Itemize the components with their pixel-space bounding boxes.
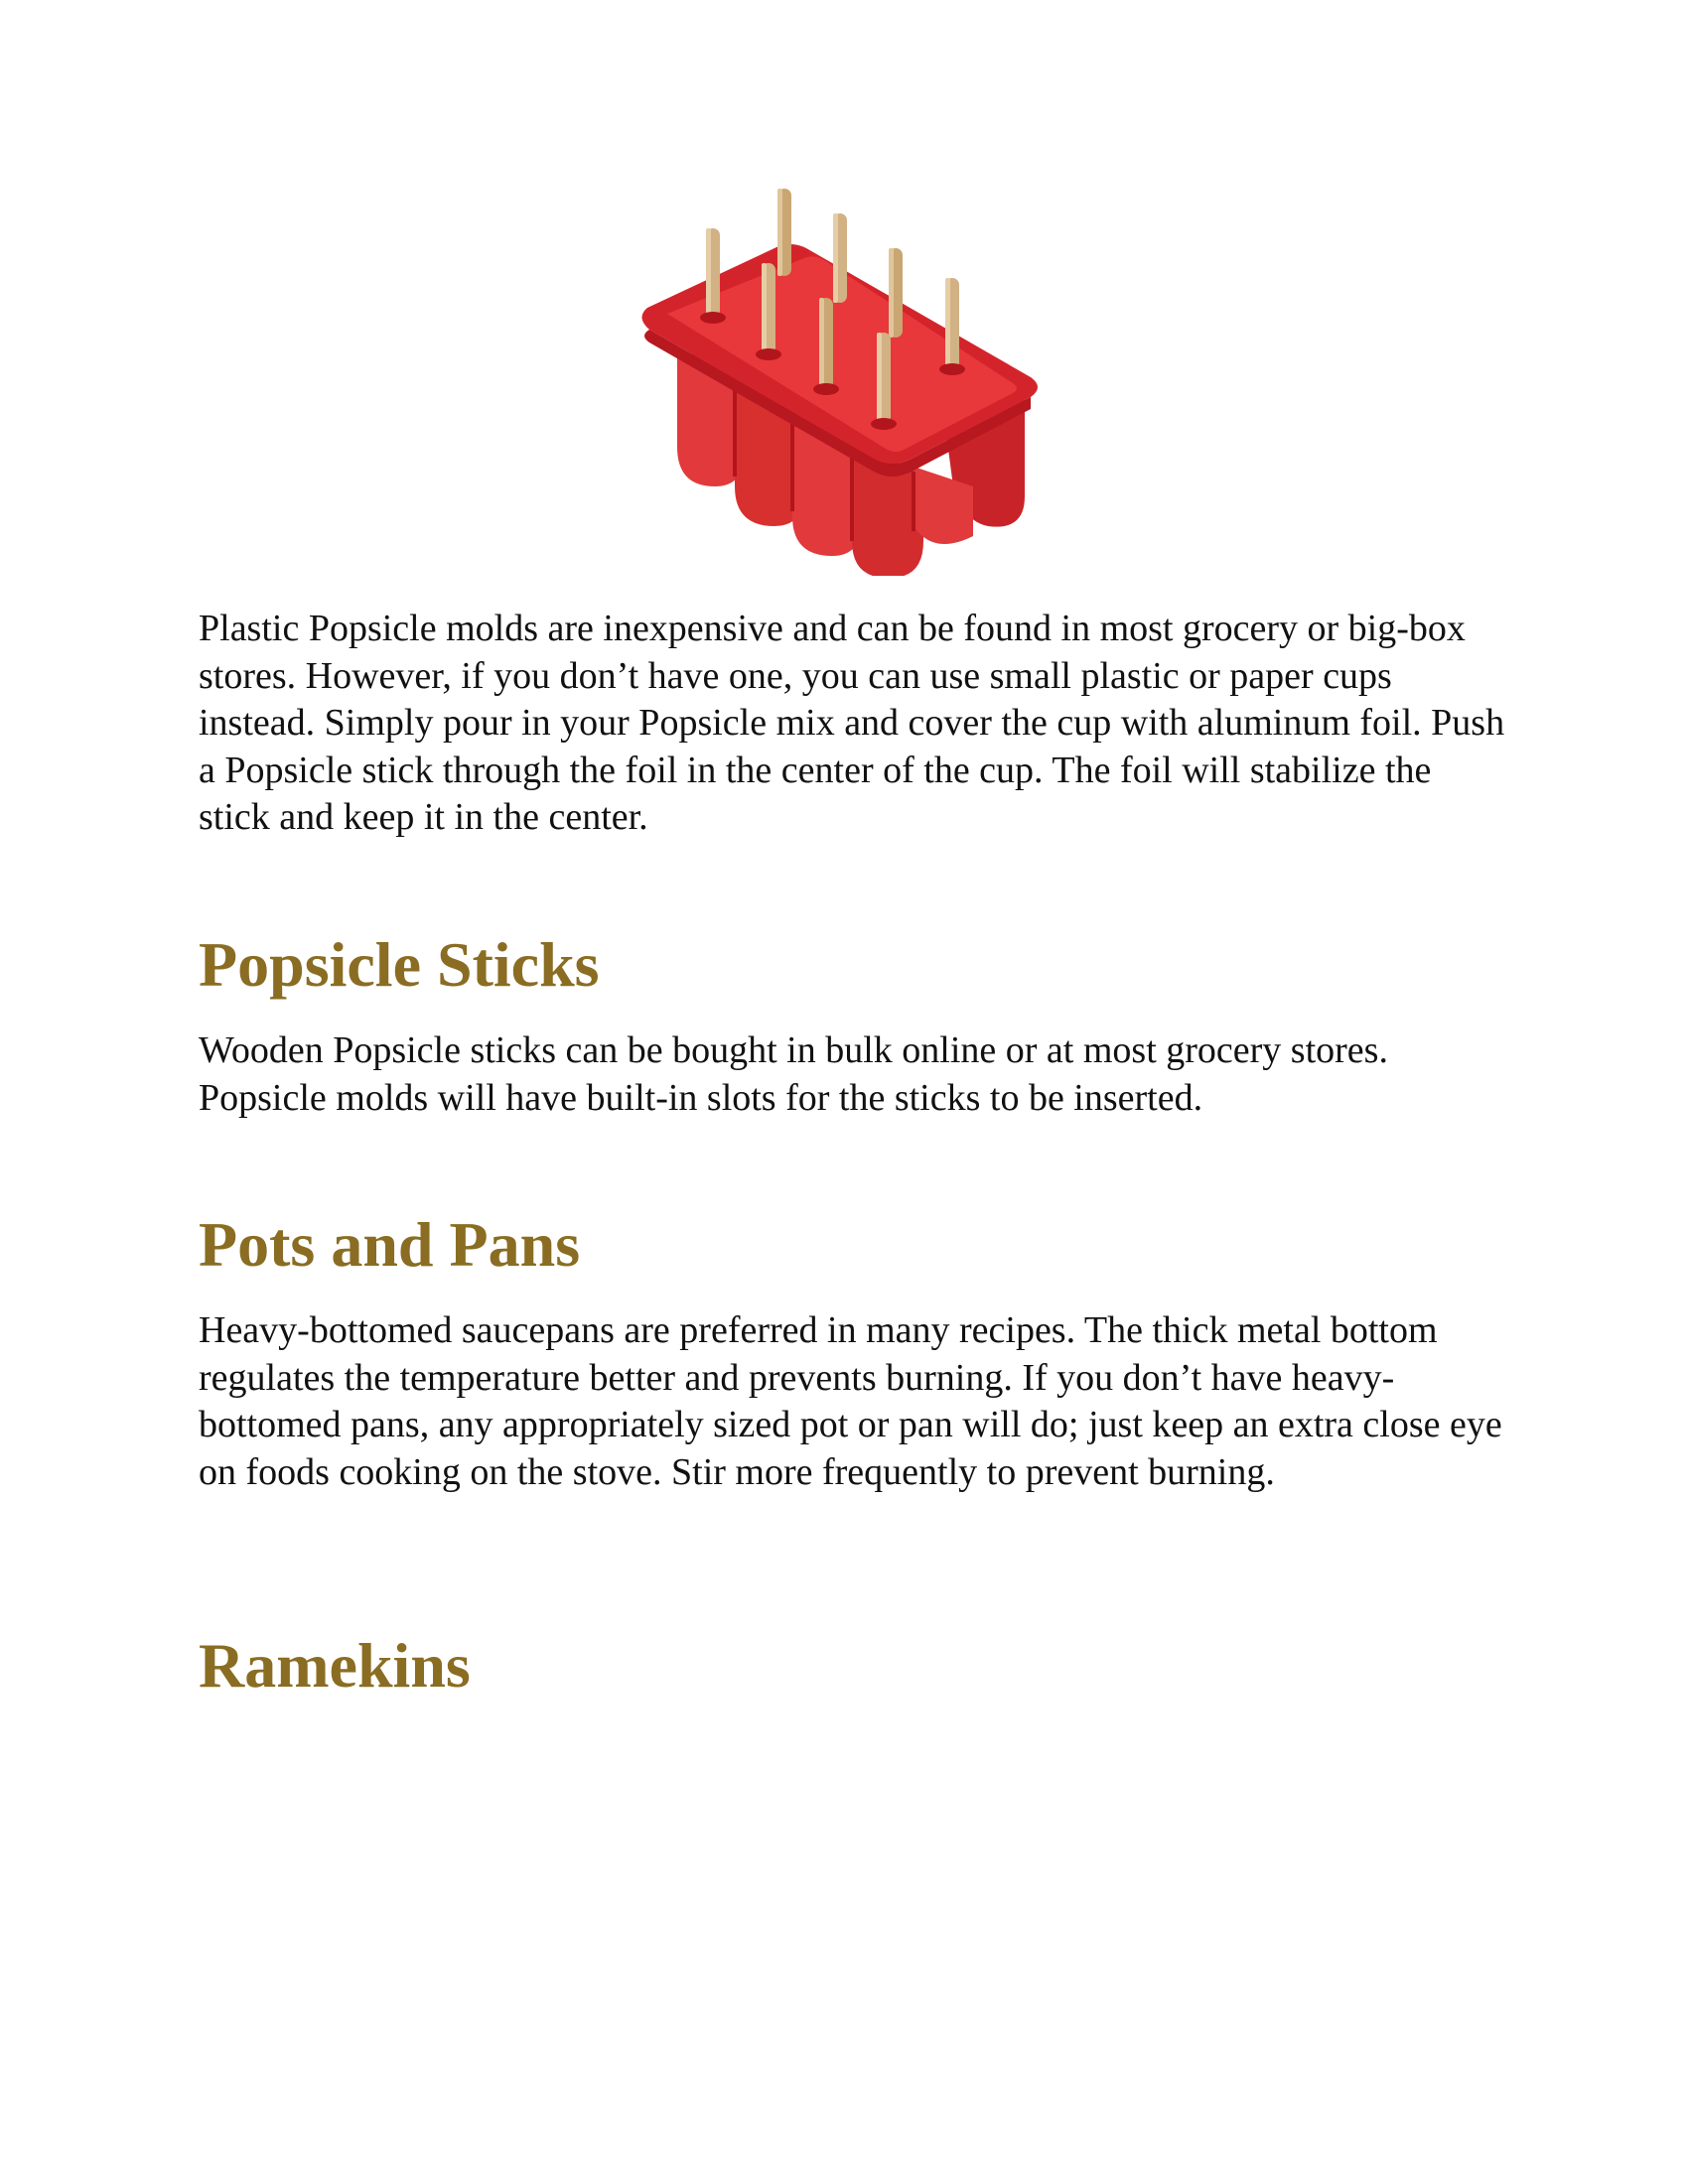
paragraph-popsicle-sticks: Wooden Popsicle sticks can be bought in bulk online or at most grocery stores. Popsicle molds will have built-in slots for the sticks to be inserted. bbox=[199, 1029, 1388, 1119]
paragraph-pots-and-pans: Heavy-bottomed saucepans are preferred in many recipes. The thick metal bottom regulates the temperature better and prevents burning. If you don’t have heavy-bottomed pans, any appropriately sized pot or pan will do; just keep an extra close eye on foods cooking on the stove. Stir more frequently to prevent burning. bbox=[199, 1309, 1502, 1493]
popsicle-mold-icon bbox=[635, 189, 1053, 576]
heading-pots-and-pans: Pots and Pans bbox=[199, 1209, 581, 1280]
heading-ramekins: Ramekins bbox=[199, 1630, 471, 1701]
heading-popsicle-sticks: Popsicle Sticks bbox=[199, 929, 600, 1000]
intro-paragraph: Plastic Popsicle molds are inexpensive and can be found in most grocery or big-box stores. However, if you don’t have one, you can use small plastic or paper cups instead. Simply pour in your Popsicle mix and cover the cup with aluminum foil. Push a Popsicle stick through the foil in the center of the cup. The foil will stabilize the stick and keep it in the center. bbox=[199, 608, 1505, 838]
